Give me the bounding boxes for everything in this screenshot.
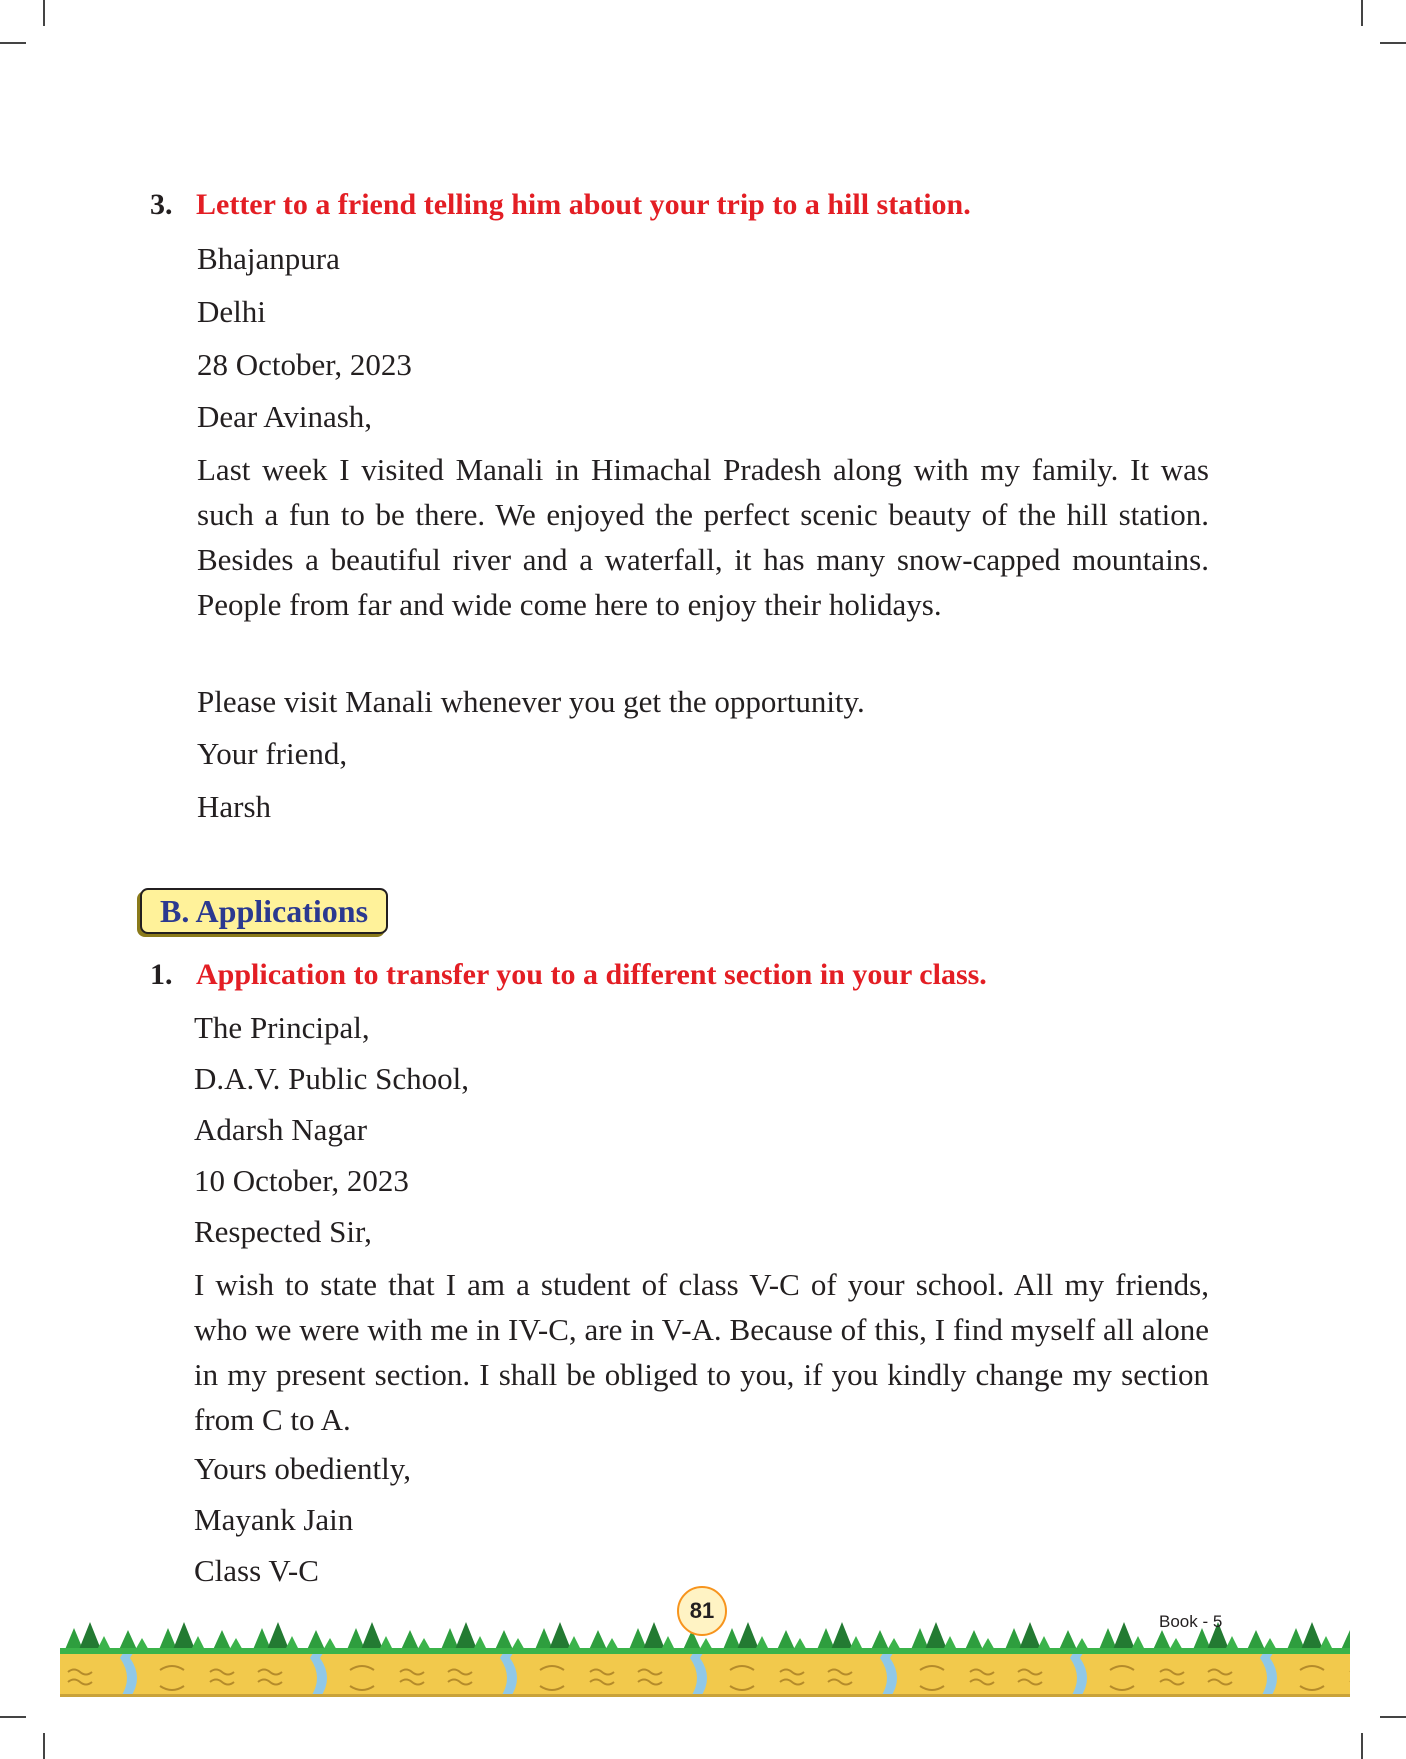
crop-mark <box>1380 42 1406 44</box>
application-body: I wish to state that I am a student of class V-C of your school. All my friends, who we were with me in IV-C, are in V-A. Because of this, I find myself all alone in my present section. I shall be obliged to you, if you kindly change my section from C to A. <box>194 1267 1209 1437</box>
section-badge-applications: B. Applications <box>140 888 388 934</box>
application-title <box>150 958 987 992</box>
letter-salutation: Dear Avinash, <box>197 399 373 434</box>
application-name: Mayank Jain <box>194 1502 354 1537</box>
letter-signature: Harsh <box>197 789 272 824</box>
crop-mark <box>43 1733 45 1759</box>
application-date: 10 October, 2023 <box>194 1163 409 1198</box>
crop-mark <box>43 0 45 26</box>
crop-mark <box>0 1716 26 1718</box>
letter-date: 28 October, 2023 <box>197 347 412 382</box>
application-salutation: Respected Sir, <box>194 1214 372 1249</box>
application-sign-off: Yours obediently, <box>194 1451 412 1486</box>
letter-body: Last week I visited Manali in Himachal Pradesh along with my family. It was such a fun to be there. We enjoyed the perfect scenic beauty of the hill station. Besides a beautiful river and a waterfall, it has many snow-capped mountains. People from far and wide come here to enjoy their holidays. <box>197 452 1209 622</box>
application-heading: Application to transfer you to a different section in your class. <box>196 958 987 991</box>
crop-mark <box>1380 1716 1406 1718</box>
letter-address-line1: Bhajanpura <box>197 241 340 276</box>
crop-mark <box>1361 0 1363 26</box>
crop-mark <box>0 42 26 44</box>
letter-address-line2: Delhi <box>197 294 266 329</box>
letter-heading: Letter to a friend telling him about your trip to a hill station. <box>196 188 971 221</box>
application-class-line: Class V-C <box>194 1553 319 1588</box>
application-to-line3: Adarsh Nagar <box>194 1112 368 1147</box>
letter-number: 3. <box>150 188 173 221</box>
crop-mark <box>1361 1733 1363 1759</box>
application-to-line2: D.A.V. Public School, <box>194 1061 470 1096</box>
letter-closing-line: Please visit Manali whenever you get the opportunity. <box>197 684 865 719</box>
letter-sign-off: Your friend, <box>197 736 348 771</box>
application-to-line1: The Principal, <box>194 1010 370 1045</box>
book-label: Book - 5 <box>1159 1612 1223 1631</box>
letter-title <box>150 188 971 222</box>
application-number: 1. <box>150 958 173 991</box>
page-number: 81 <box>677 1586 727 1636</box>
